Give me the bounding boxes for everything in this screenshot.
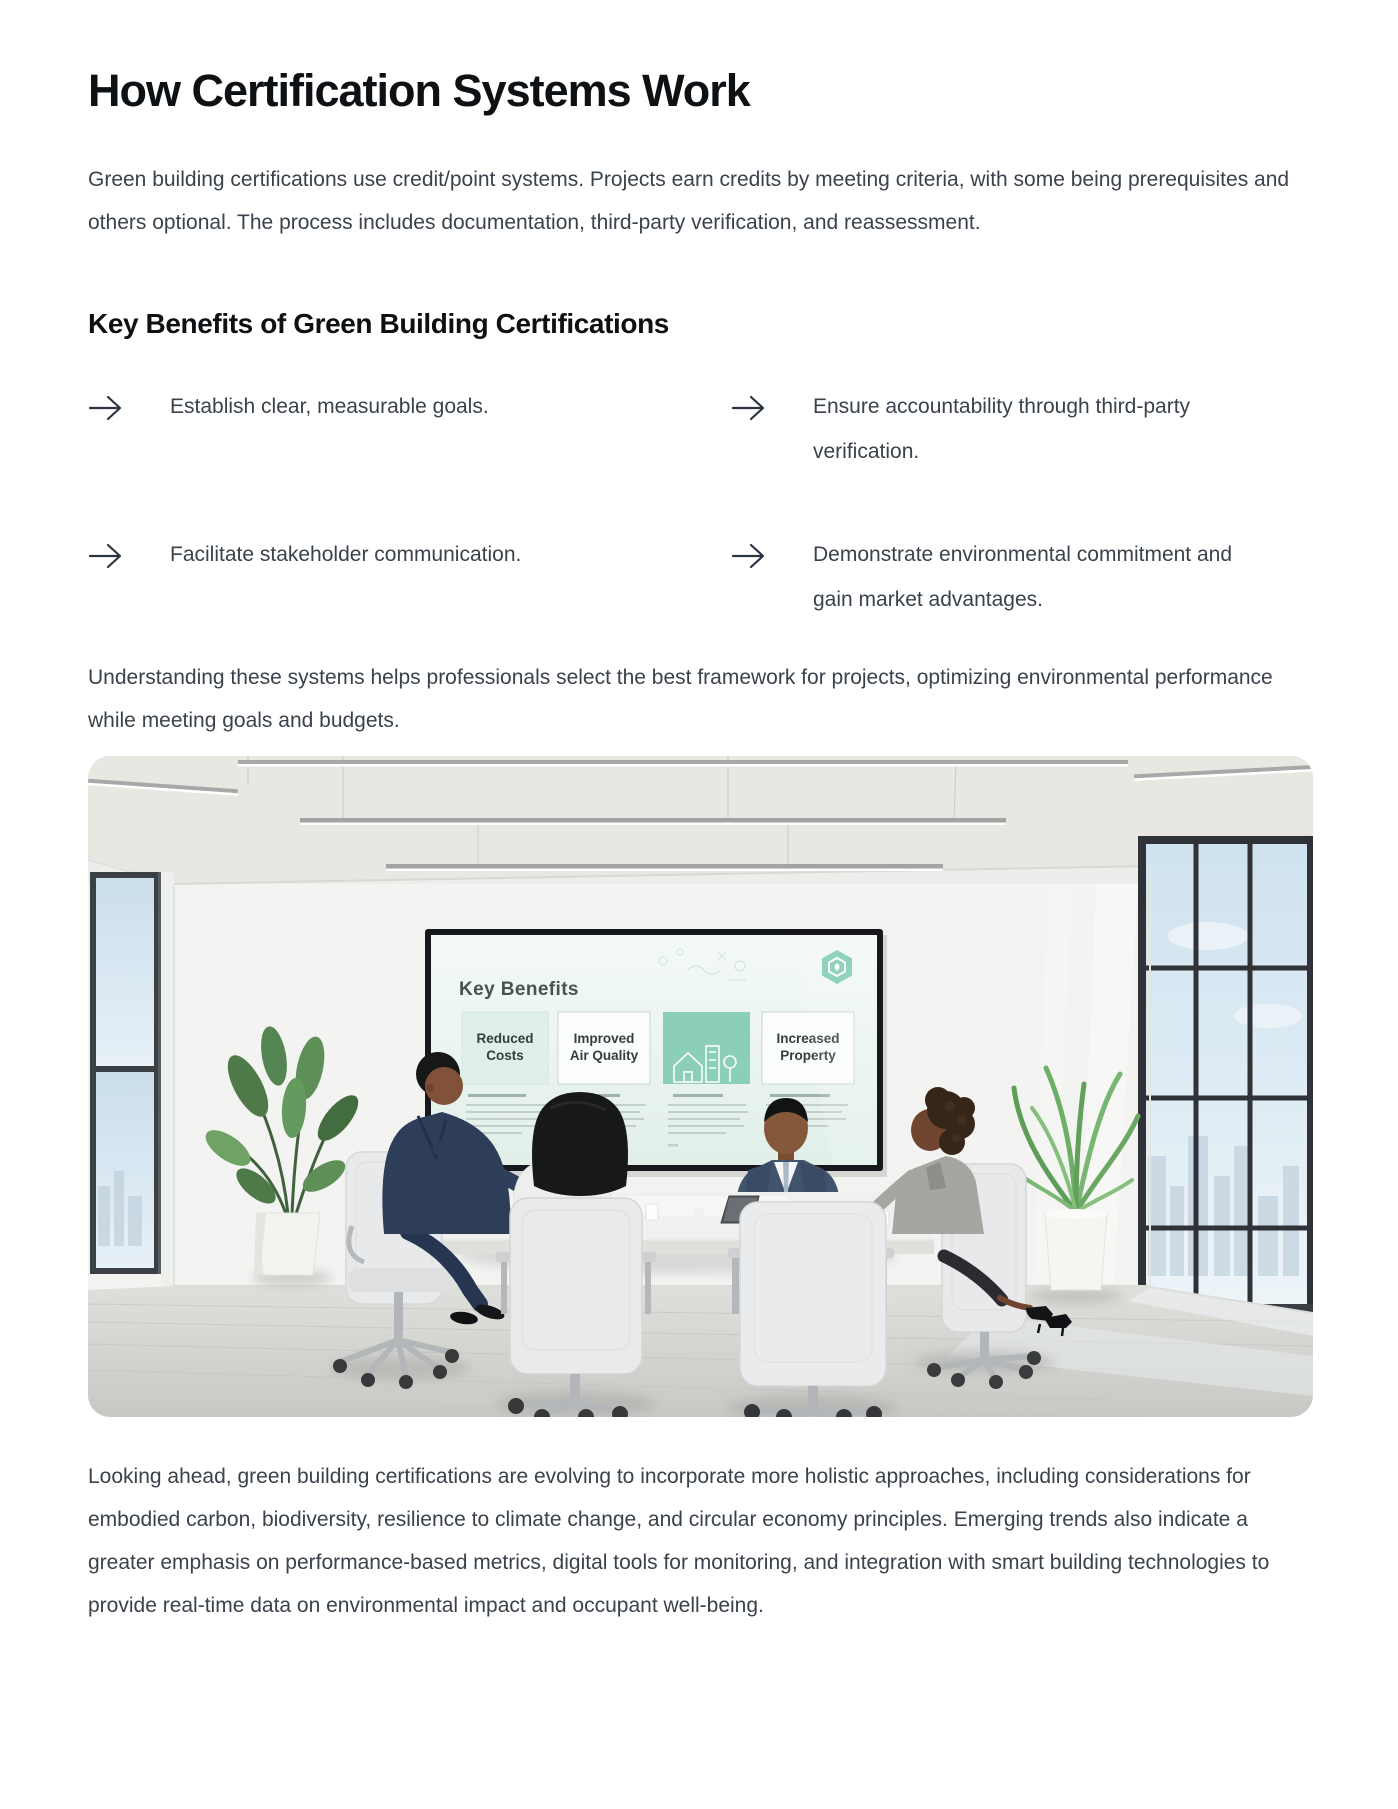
- benefits-grid: [88, 384, 1313, 622]
- intro-paragraph: Green building certifications use credit/point systems. Projects earn credits by meeting criteria, with some being prerequisites and others optional. The process includes documentation, third-party verification, and reassessment.: [88, 168, 1290, 234]
- page-title: How Certification Systems Work: [88, 65, 750, 116]
- benefits-heading: Key Benefits of Green Building Certifications: [88, 308, 669, 339]
- meeting-room-photo: [88, 756, 1313, 1417]
- benefit-label: Establish clear, measurable goals.: [170, 395, 489, 419]
- chair-center-right: [728, 1202, 894, 1417]
- presentation-screen: [425, 929, 887, 1177]
- window-left: [90, 872, 161, 1274]
- benefit-item: [88, 384, 731, 474]
- benefit-label: Facilitate stakeholder communication.: [170, 543, 522, 567]
- floor: [88, 1286, 1313, 1417]
- svg-text:Property: Property: [780, 1048, 836, 1064]
- svg-text:Improved: Improved: [573, 1031, 635, 1047]
- benefit-item: [731, 384, 1313, 474]
- svg-text:Air Quality: Air Quality: [569, 1048, 639, 1064]
- screen-title: Key Benefits: [459, 979, 579, 1001]
- screen-card-reduced-costs: [462, 1012, 548, 1084]
- meeting-room-illustration: [88, 756, 1313, 1417]
- arrow-right-icon: [88, 541, 124, 571]
- benefit-label: Demonstrate environmental commitment and gain market advantages.: [813, 543, 1233, 612]
- screen-card-air-quality: [558, 1012, 650, 1084]
- svg-text:Increased: Increased: [776, 1031, 840, 1047]
- closing-paragraph: Looking ahead, green building certifications are evolving to incorporate more holistic approaches, including considerations for embodied carbon, biodiversity, resilience to climate change, and circular economy principles. Emerging trends also indicate a greater emphasis on performance-based metrics, digital tools for monitoring, and integration with smart building technologies to provide real-time data on environmental impact and occupant well-being.: [88, 1465, 1270, 1618]
- screen-card-icon: [663, 1012, 750, 1084]
- svg-text:Costs: Costs: [486, 1048, 524, 1064]
- arrow-right-icon: [731, 393, 767, 423]
- benefit-item: [88, 532, 731, 622]
- svg-text:Reduced: Reduced: [476, 1031, 534, 1047]
- middle-paragraph: Understanding these systems helps professionals select the best framework for projects, optimizing environmental performance while meeting goals and budgets.: [88, 666, 1273, 733]
- window-right: [1138, 836, 1313, 1314]
- benefit-label: Ensure accountability through third-party verification.: [813, 395, 1191, 464]
- arrow-right-icon: [88, 393, 124, 423]
- benefit-item: [731, 532, 1313, 622]
- arrow-right-icon: [731, 541, 767, 571]
